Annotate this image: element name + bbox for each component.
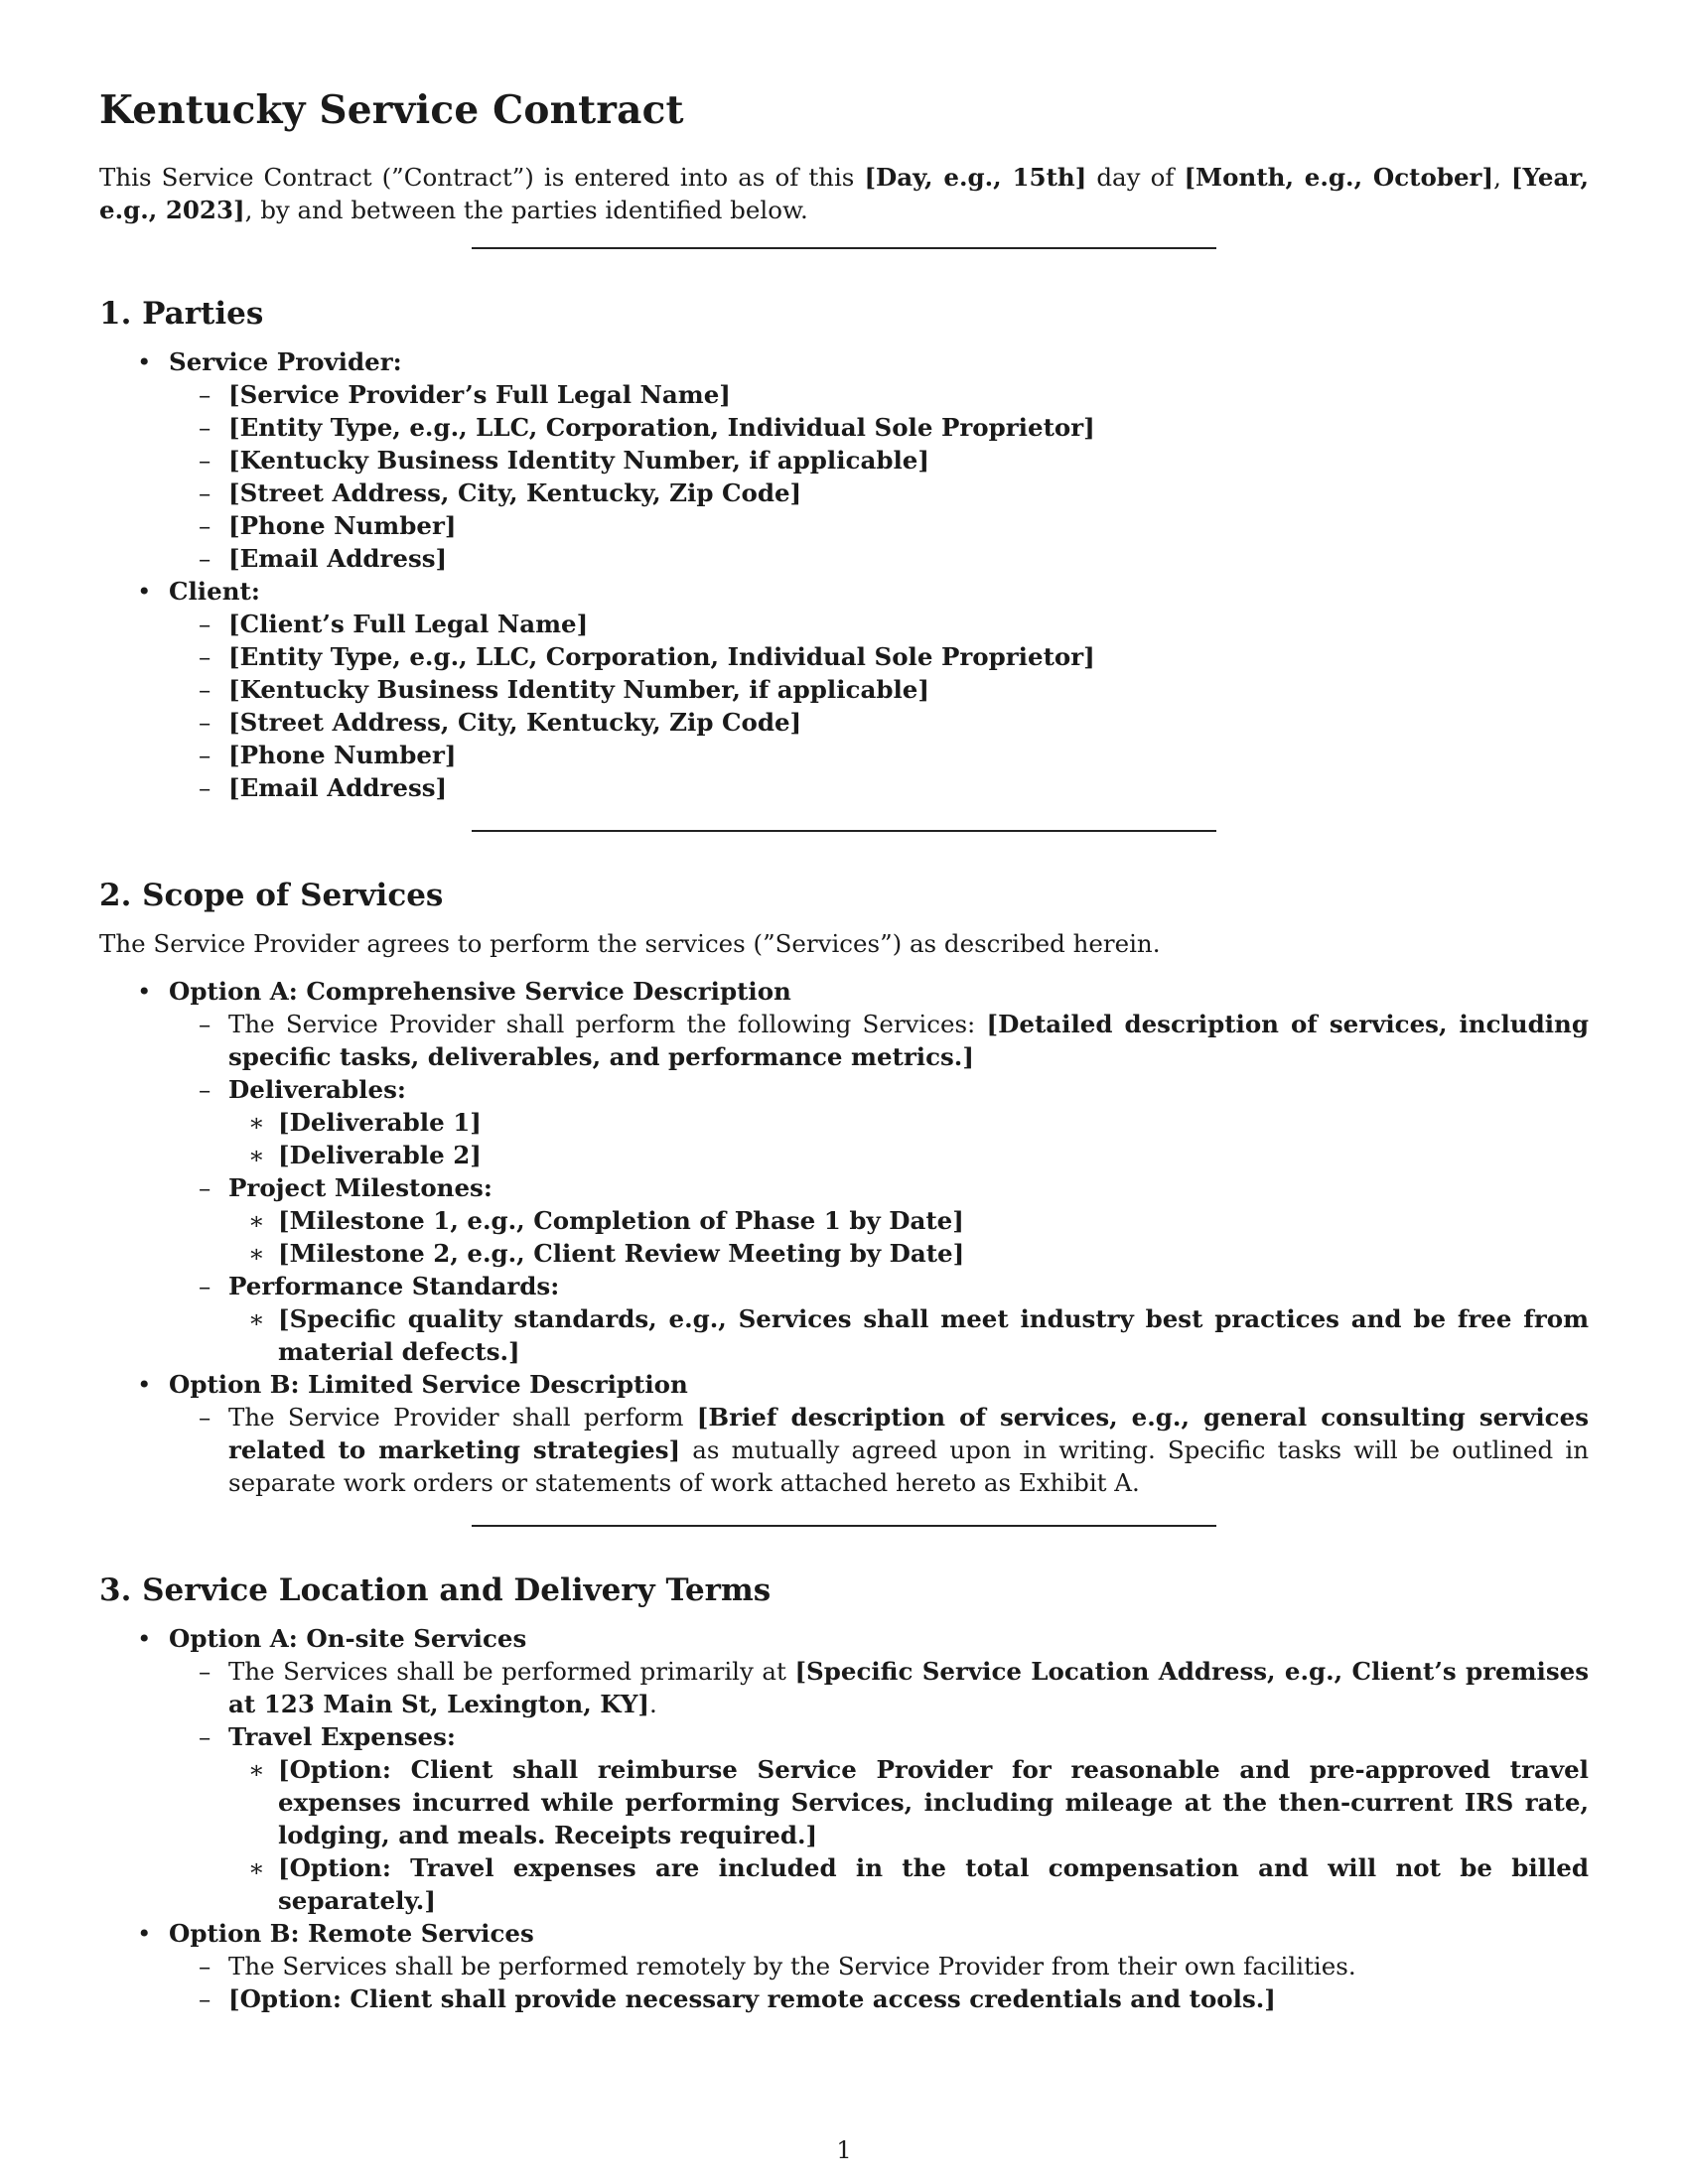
location-option-a: • Option A: On-site Services – The Services shall be performed primarily at [Specific Service Location Address, e.g., Client’s premises at 123 Main St, Lexington, KY]. – Travel Expenses: ∗ [Option: Client shall reimburse Service Provider for reasonable and pre-approved travel expenses incurred while performing Services, including mileage at the then-current IRS rate, lodging, and meals. Receipts required.] ∗ [Option: Travel expenses are included in the total compensation and will not be billed separately.] <box>99 1622 1589 1917</box>
document-title: Kentucky Service Contract <box>99 87 684 133</box>
standards-item: – Performance Standards: ∗ [Specific quality standards, e.g., Services shall meet industry best practices and be free from material defects.] <box>99 1270 1589 1368</box>
page-number: 1 <box>836 2136 852 2164</box>
divider <box>472 247 1216 249</box>
year-placeholder: [Year, e.g., 2023] <box>99 163 1589 224</box>
client-details <box>169 608 1589 804</box>
scope-option-b-details <box>169 1401 1589 1499</box>
location-option-b-details <box>169 1950 1589 2015</box>
parties-list <box>99 345 1589 804</box>
list-item: – [Email Address] <box>99 771 1589 804</box>
scope-options-list <box>99 975 1589 1499</box>
list-item: – [Kentucky Business Identity Number, if applicable] <box>99 444 1589 477</box>
intro-paragraph: This Service Contract (”Contract”) is entered into as of this [Day, e.g., 15th] day of [Month, e.g., October], [Year, e.g., 2023], by and between the parties identified below. <box>99 163 1589 224</box>
travel-expenses-list <box>228 1753 1589 1917</box>
section-heading-parties: 1. Parties <box>99 296 264 332</box>
scope-option-a: • Option A: Comprehensive Service Description – The Service Provider shall perform the following Services: [Detailed description of services, including specific tasks, deliverables, and performance metrics.] – Deliverables: ∗ [Deliverable 1] ∗ [Deliverable 2] – Project Milestones: ∗ [Milestone 1, e.g., Completion of Phase 1 by Date] ∗ [Milestone 2, e.g., Client Review Meeting by Date] – Performance Standards: ∗ [Specific quality standards, e.g., Services shall meet industry best practices and be free from material defects.] <box>99 975 1589 1368</box>
list-item: – [Option: Client shall provide necessary remote access credentials and tools.] <box>99 1982 1589 2015</box>
travel-expenses-item: – Travel Expenses: ∗ [Option: Client shall reimburse Service Provider for reasonable and pre-approved travel expenses incurred while performing Services, including mileage at the then-current IRS rate, lodging, and meals. Receipts required.] ∗ [Option: Travel expenses are included in the total compensation and will not be billed separately.] <box>99 1720 1589 1917</box>
scope-option-a-details <box>169 1008 1589 1368</box>
deliverables-list <box>228 1106 1589 1171</box>
list-item: ∗ [Option: Client shall reimburse Service Provider for reasonable and pre-approved travel expenses incurred while performing Services, including mileage at the then-current IRS rate, lodging, and meals. Receipts required.] <box>99 1753 1589 1851</box>
scope-intro: The Service Provider agrees to perform the services (”Services”) as described herein. <box>99 929 1161 958</box>
location-options-list <box>99 1622 1589 2015</box>
day-placeholder: [Day, e.g., 15th] <box>864 163 1087 192</box>
list-item: ∗ [Milestone 2, e.g., Client Review Meeting by Date] <box>99 1237 1589 1270</box>
list-item: ∗ [Specific quality standards, e.g., Services shall meet industry best practices and be free from material defects.] <box>99 1302 1589 1368</box>
divider <box>472 1525 1216 1527</box>
divider <box>472 830 1216 832</box>
list-item: – [Street Address, City, Kentucky, Zip Code] <box>99 477 1589 509</box>
list-item: – [Phone Number] <box>99 509 1589 542</box>
list-item: – The Services shall be performed primarily at [Specific Service Location Address, e.g., Client’s premises at 123 Main St, Lexington, KY]. <box>99 1655 1589 1720</box>
service-provider-details <box>169 378 1589 575</box>
milestones-item: – Project Milestones: ∗ [Milestone 1, e.g., Completion of Phase 1 by Date] ∗ [Milestone 2, e.g., Client Review Meeting by Date] <box>99 1171 1589 1270</box>
list-item: – [Client’s Full Legal Name] <box>99 608 1589 640</box>
service-provider-item: • Service Provider: – [Service Provider’s Full Legal Name] – [Entity Type, e.g., LLC, Corporation, Individual Sole Proprietor] – [Kentucky Business Identity Number, if applicable] – [Street Address, City, Kentucky, Zip Code] – [Phone Number] – [Email Address] <box>99 345 1589 575</box>
location-option-a-details <box>169 1655 1589 1917</box>
client-item: • Client: – [Client’s Full Legal Name] – [Entity Type, e.g., LLC, Corporation, Individual Sole Proprietor] – [Kentucky Business Identity Number, if applicable] – [Street Address, City, Kentucky, Zip Code] – [Phone Number] – [Email Address] <box>99 575 1589 804</box>
standards-list <box>228 1302 1589 1368</box>
list-item: – [Kentucky Business Identity Number, if applicable] <box>99 673 1589 706</box>
list-item: – [Entity Type, e.g., LLC, Corporation, Individual Sole Proprietor] <box>99 640 1589 673</box>
list-item: – [Email Address] <box>99 542 1589 575</box>
list-item: – The Services shall be performed remotely by the Service Provider from their own facilities. <box>99 1950 1589 1982</box>
list-item: – The Service Provider shall perform the following Services: [Detailed description of services, including specific tasks, deliverables, and performance metrics.] <box>99 1008 1589 1073</box>
document-content <box>99 87 1589 2015</box>
list-item: ∗ [Milestone 1, e.g., Completion of Phase 1 by Date] <box>99 1204 1589 1237</box>
section-heading-scope: 2. Scope of Services <box>99 878 444 913</box>
list-item: ∗ [Option: Travel expenses are included in the total compensation and will not be billed separately.] <box>99 1851 1589 1917</box>
section-heading-location: 3. Service Location and Delivery Terms <box>99 1572 772 1608</box>
deliverables-item: – Deliverables: ∗ [Deliverable 1] ∗ [Deliverable 2] <box>99 1073 1589 1171</box>
scope-option-b: • Option B: Limited Service Description – The Service Provider shall perform [Brief description of services, e.g., general consulting services related to marketing strategies] as mutually agreed upon in writing. Specific tasks will be outlined in separate work orders or statements of work attached hereto as Exhibit A. <box>99 1368 1589 1499</box>
milestones-list <box>228 1204 1589 1270</box>
month-placeholder: [Month, e.g., October] <box>1184 163 1494 192</box>
list-item: – [Phone Number] <box>99 739 1589 771</box>
list-item: – [Street Address, City, Kentucky, Zip Code] <box>99 706 1589 739</box>
list-item: ∗ [Deliverable 1] <box>99 1106 1589 1139</box>
list-item: – The Service Provider shall perform [Brief description of services, e.g., general consulting services related to marketing strategies] as mutually agreed upon in writing. Specific tasks will be outlined in separate work orders or statements of work attached hereto as Exhibit A. <box>99 1401 1589 1499</box>
list-item: ∗ [Deliverable 2] <box>99 1139 1589 1171</box>
location-option-b: • Option B: Remote Services – The Services shall be performed remotely by the Service Provider from their own facilities. – [Option: Client shall provide necessary remote access credentials and tools.] <box>99 1917 1589 2015</box>
list-item: – [Entity Type, e.g., LLC, Corporation, Individual Sole Proprietor] <box>99 411 1589 444</box>
list-item: – [Service Provider’s Full Legal Name] <box>99 378 1589 411</box>
